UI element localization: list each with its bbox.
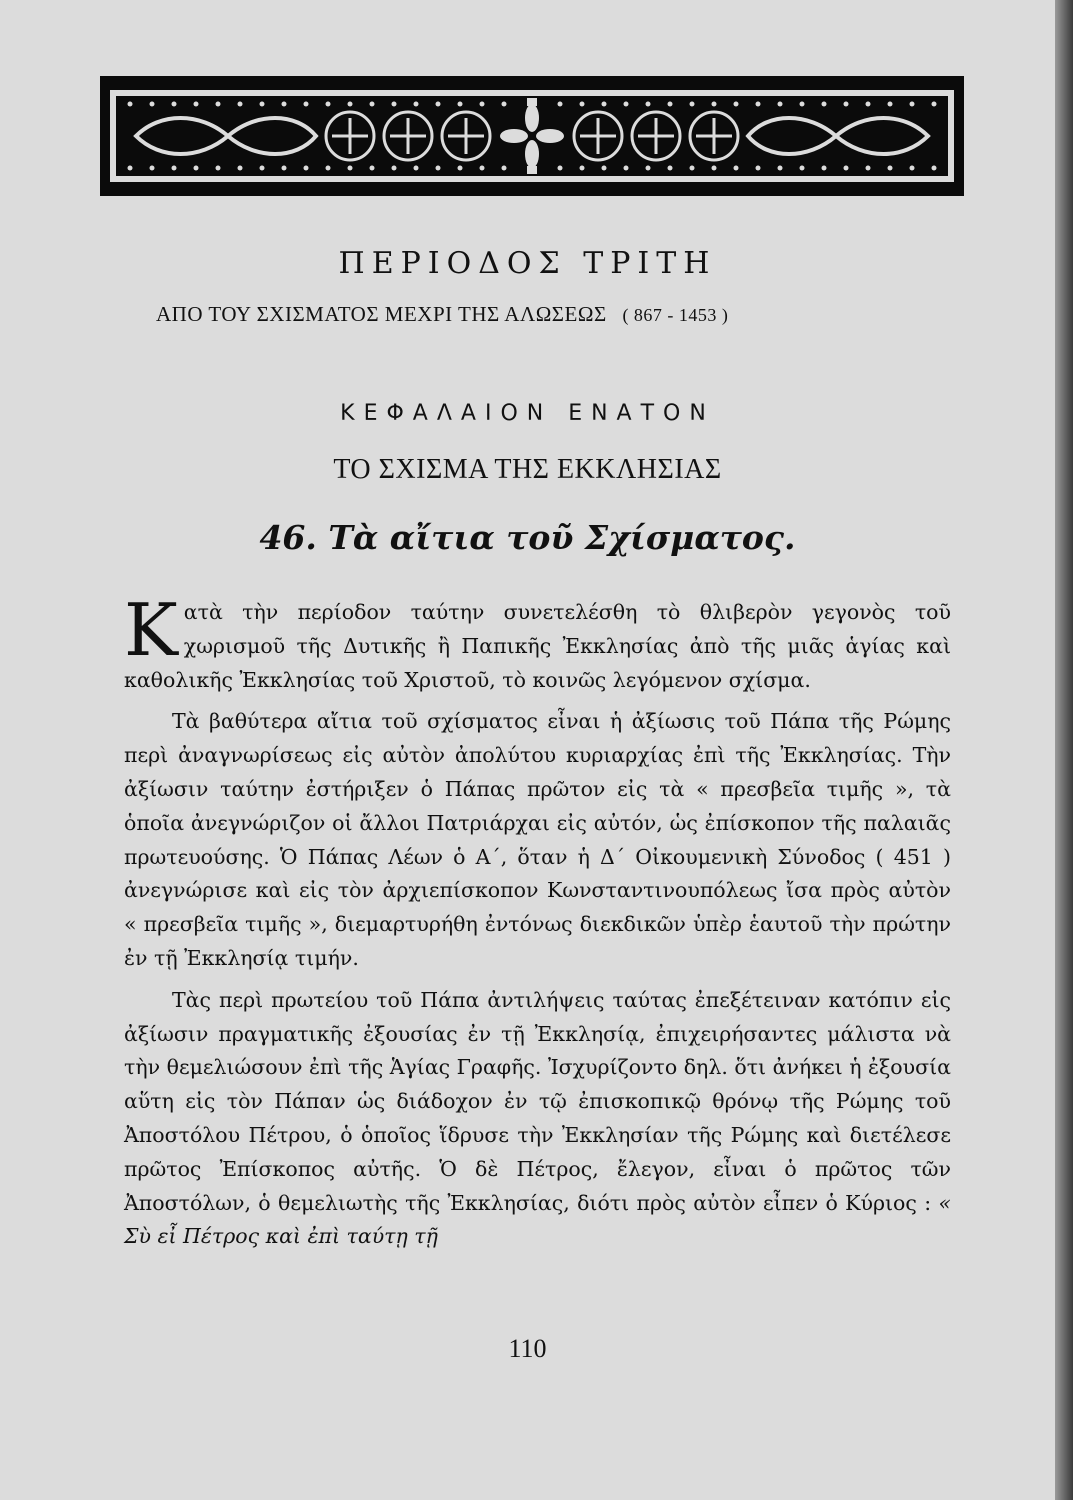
byzantine-ornament-band (100, 76, 964, 196)
paragraph-3-quote: « Σὺ εἶ Πέτρος καὶ ἐπὶ ταύτῃ τῇ (124, 1190, 951, 1249)
chapter-title: ΤΟ ΣΧΙΣΜΑ ΤΗΣ ΕΚΚΛΗΣΙΑΣ (333, 454, 722, 485)
period-subtitle (156, 302, 916, 327)
body-text (124, 588, 951, 1262)
chapter-label: ΚΕΦΑΛΑΙΟΝ ΕΝΑΤΟΝ (340, 401, 715, 426)
period-subtitle-text: ΑΠΟ ΤΟΥ ΣΧΙΣΜΑΤΟΣ ΜΕΧΡΙ ΤΗΣ ΑΛΩΣΕΩΣ (156, 302, 607, 326)
period-title: ΠΕΡΙΟΔΟΣ ΤΡΙΤΗ (338, 246, 717, 281)
drop-cap-initial: Κ (124, 588, 178, 672)
paragraph-3-text: Τὰς περὶ πρωτείου τοῦ Πάπα ἀντιλήψεις ταύτας ἐπεξέτειναν κατόπιν εἰς ἀξίωσιν πραγματικῆς ἐξουσίας ἐν τῇ Ἐκκλησίᾳ, ἐπιχειρήσαντες μάλιστα νὰ τὴν θεμελιώσουν ἐπὶ τῆς Ἁγίας Γραφῆς. Ἰσχυρίζοντο δηλ. ὅτι ἀνήκει ἡ ἐξουσία αὕτη εἰς τὸν Πάπαν ὡς διάδοχον ἐν τῷ ἐπισκοπικῷ θρόνῳ τῆς Ρώμης τοῦ Ἀποστόλου Πέτρου, ὁ ὁποῖος ἵδρυσε τὴν Ἐκκλησίαν τῆς Ρώμης καὶ διετέλεσε πρῶτος Ἐπίσκοπος αὐτῆς. Ὁ δὲ Πέτρος, ἔλεγον, εἶναι ὁ πρῶτος τῶν Ἀποστόλων, ὁ θεμελιωτὴς τῆς Ἐκκλησίας, διότι πρὸς αὐτὸν εἶπεν ὁ Κύριος : (124, 987, 951, 1215)
paragraph-1 (124, 588, 951, 697)
section-title: 46. Τὰ αἴτια τοῦ Σχίσματος. (259, 518, 796, 557)
paragraph-2: Τὰ βαθύτερα αἴτια τοῦ σχίσματος εἶναι ἡ ἀξίωσις τοῦ Πάπα τῆς Ρώμης περὶ ἀναγνωρίσεως εἰς αὐτὸν ἀπολύτου κυριαρχίας ἐπὶ τῆς Ἐκκλησίας. Τὴν ἀξίωσιν ταύτην ἐστήριξεν ὁ Πάπας πρῶτον εἰς τὰ « πρεσβεῖα τιμῆς », τὰ ὁποῖα ἀνεγνώριζον οἱ ἄλλοι Πατριάρχαι εἰς αὐτόν, ὡς ἐπίσκοπον τῆς παλαιᾶς πρωτευούσης. Ὁ Πάπας Λέων ὁ Α΄, ὅταν ἡ Δ΄ Οἰκουμενικὴ Σύνοδος ( 451 ) ἀνεγνώρισε καὶ εἰς τὸν ἀρχιεπίσκοπον Κωνσταντινουπόλεως ἴσα πρὸς αὐτὸν « πρεσβεῖα τιμῆς », διεμαρτυρήθη ἐντόνως διεκδικῶν ὑπὲρ ἑαυτοῦ τὴν πρώτην ἐν τῇ Ἐκκλησίᾳ τιμήν. (124, 709, 951, 970)
paragraph-1-text: ατὰ τὴν περίοδον ταύτην συνετελέσθη τὸ θλιβερὸν γεγονὸς τοῦ χωρισμοῦ τῆς Δυτικῆς ἢ Παπικῆς Ἐκκλησίας ἀπὸ τῆς μιᾶς ἁγίας καὶ καθολικῆς Ἐκκλησίας τοῦ Χριστοῦ, τὸ κοινῶς λεγόμενον σχίσμα. (124, 600, 951, 692)
paragraph-3 (124, 984, 951, 1254)
page-edge-shadow (1055, 0, 1073, 1500)
period-date-range: ( 867 - 1453 ) (622, 305, 729, 325)
page-number: 110 (508, 1334, 547, 1363)
